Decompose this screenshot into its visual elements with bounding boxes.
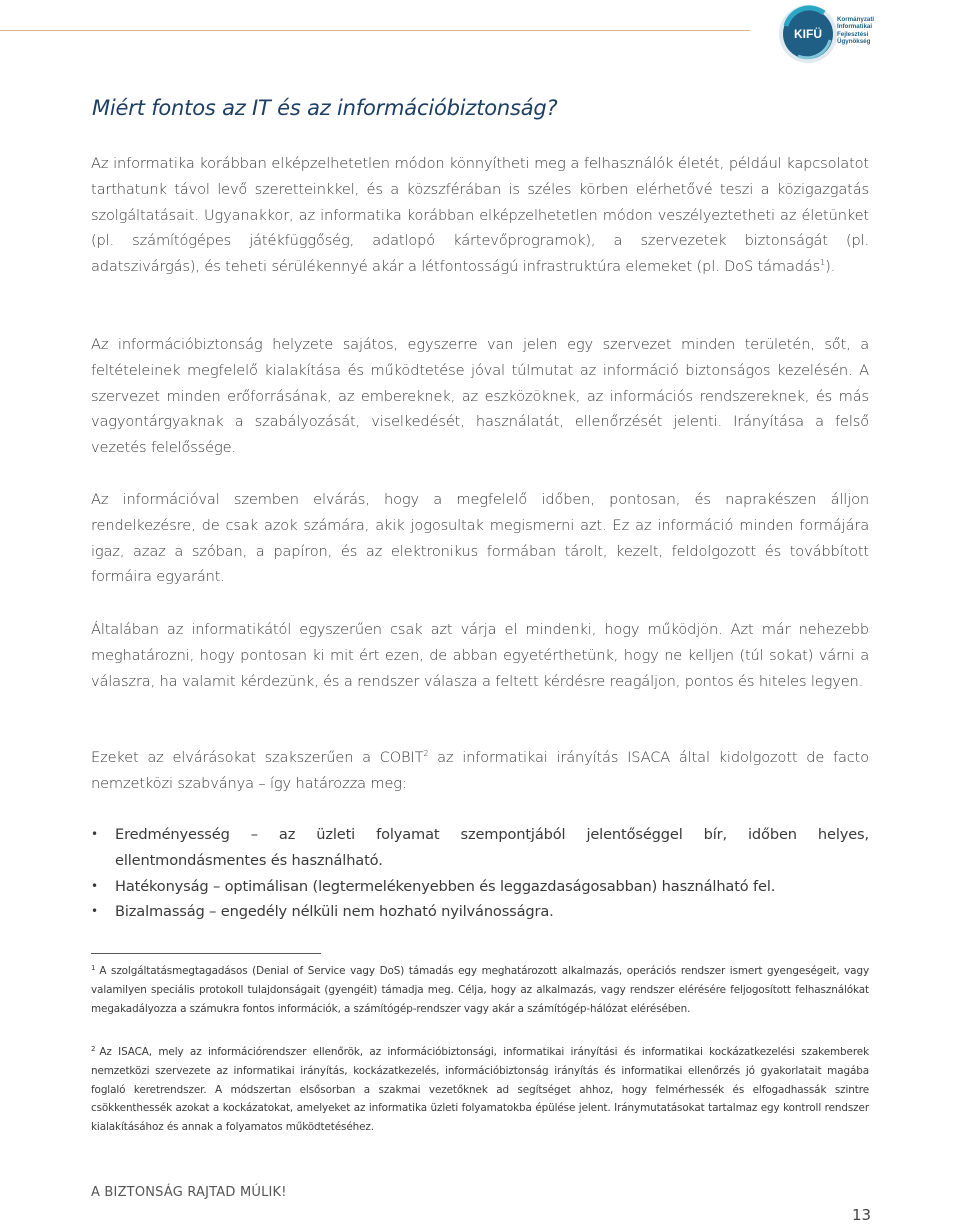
footnote-number: 2 (91, 1044, 96, 1053)
logo-line: Kormányzati (837, 16, 875, 23)
bullet-icon: • (91, 878, 98, 893)
paragraph-text: Ezeket az elvárásokat szakszerűen a COBIT (91, 749, 424, 766)
bullet-icon: • (91, 827, 98, 841)
footnote-ref-2[interactable]: 2 (423, 749, 429, 759)
paragraph-it-should-work: Általában az informatikától egyszerűen csak azt várja el mindenki, hogy működjön. Azt már nehezebb meghatározni, hogy pontosan ki mit ért ezen, de abban egyetérthetünk, hogy ne kelljen (túl sokat) várni a válaszra, ha valamit kérdezünk, és a rendszer válasza a feltett kérdésre reagáljon, pontos és hiteles legyen. (91, 621, 869, 690)
footnote-ref-1[interactable]: 1 (820, 258, 826, 268)
page-title: Miért fontos az IT és az információbiztonság? (92, 96, 558, 120)
paragraph-tail: az informatikai irányítás ISACA által kidolgozott de facto nemzetközi szabványa – így határozza meg: (91, 749, 869, 792)
list-item (91, 874, 869, 900)
paragraph-cobit (91, 745, 869, 797)
logo-line: Ügynökség (837, 38, 871, 46)
footnote-number: 1 (91, 963, 96, 972)
paragraph-text: Az informatika korábban elképzelhetetlen módon könnyítheti meg a felhasználók életét, például kapcsolatot tarthatunk távol levő szeretteinkkel, és a közszférában is széles körben elérhetővé teszi a közigazgatás szolgáltatásait. Ugyanakkor, az informatika korábban elképzelhetetlen módon veszélyeztetheti az életünket (pl. számítógépes játékfüggőség, adatlopó kártevőprogramok), a szervezetek biztonságát (pl. adatszivárgás), és teheti sérülékennyé akár a létfontosságú infrastruktúra elemeket (pl. DoS támadás (91, 155, 869, 276)
bullet-icon: • (91, 904, 98, 919)
logo-line: Informatikai (837, 23, 873, 31)
logo-wordmark (837, 16, 874, 46)
logo-line: Fejlesztési (837, 30, 869, 38)
header-rule (0, 30, 750, 31)
list-item-text: Hatékonyság – optimálisan (legtermelékenyebben és leggazdaságosabban) használható fel. (115, 877, 776, 895)
list-item (91, 899, 869, 925)
paragraph-info-expectations: Az információval szemben elvárás, hogy a megfelelő időben, pontosan, és naprakészen álljon rendelkezésre, de csak azok számára, akik jogosultak megismerni azt. Ez az információ minden formájára igaz, azaz a szóban, a papíron, és az elektronikus formában tárolt, kezelt, feldolgozott és továbbított formáira egyaránt. (91, 491, 869, 586)
footnote-divider (91, 953, 321, 954)
footnote-1 (91, 962, 869, 1018)
list-item-text: Eredményesség – az üzleti folyamat szempontjából jelentőséggel bír, időben helyes, ellentmondásmentes és használható. (115, 826, 869, 869)
page-number: 13 (852, 1206, 872, 1224)
footnote-text: A szolgáltatásmegtagadásos (Denial of Service vagy DoS) támadás egy meghatározott alkalmazás, operációs rendszer ismert gyengeségeit, vagy valamilyen speciális protokoll tulajdonságait (gyengéit) támadja meg. Célja, hogy az alkalmazás, vagy rendszer elérésére feljogosított felhasználókat megakadályozza a számukra fontos információk, a számítógép-rendszer vagy akár a számítógép-hálózat elérésében. (91, 965, 869, 1015)
list-item-text: Bizalmasság – engedély nélküli nem hozható nyilvánosságra. (115, 903, 554, 921)
footnote-text: Az ISACA, mely az információrendszer ellenőrök, az információbiztonsági, informatikai irányítási és informatikai kockázatkezelési szakemberek nemzetközi szervezete az informatikai irányítás, kockázatkezelés, információbiztonság irányítás és informatikai ellenőrzés jó gyakorlatait magába foglaló keretrendszer. A módszertan elsősorban a szakmai vezetőknek ad segítséget ahhoz, hogy felmérhessék és elfogadhassák szintre csökkenthessék azokat a kockázatokat, amelyeket az informatika üzleti folyamatokba épülése jelent. Iránymutatásokat tartalmaz egy kontroll rendszer kialakításához és annak a folyamatos működtetéséhez. (91, 1046, 869, 1134)
paragraph-it-benefits (91, 151, 869, 280)
kifu-logo (778, 4, 838, 64)
footnote-2 (91, 1043, 869, 1137)
logo-abbrev: KIFÜ (794, 27, 822, 41)
paragraph-infosec-situation: Az információbiztonság helyzete sajátos, egyszerre van jelen egy szervezet minden területén, sőt, a feltételeinek megfelelő kialakítása és működtetése jóval túlmutat az információ biztonságos kezelésén. A szervezet minden erőforrásának, az embereknek, az eszközöknek, az információs rendszereknek, és más vagyontárgyaknak a szabályozását, viselkedését, használatát, ellenőrzését jelenti. Irányítása a felső vezetés felelőssége. (91, 336, 869, 457)
footer-slogan: A BIZTONSÁG RAJTAD MÚLIK! (91, 1185, 287, 1200)
list-item (91, 822, 869, 874)
criteria-list (91, 822, 869, 925)
paragraph-tail: ). (825, 258, 836, 276)
